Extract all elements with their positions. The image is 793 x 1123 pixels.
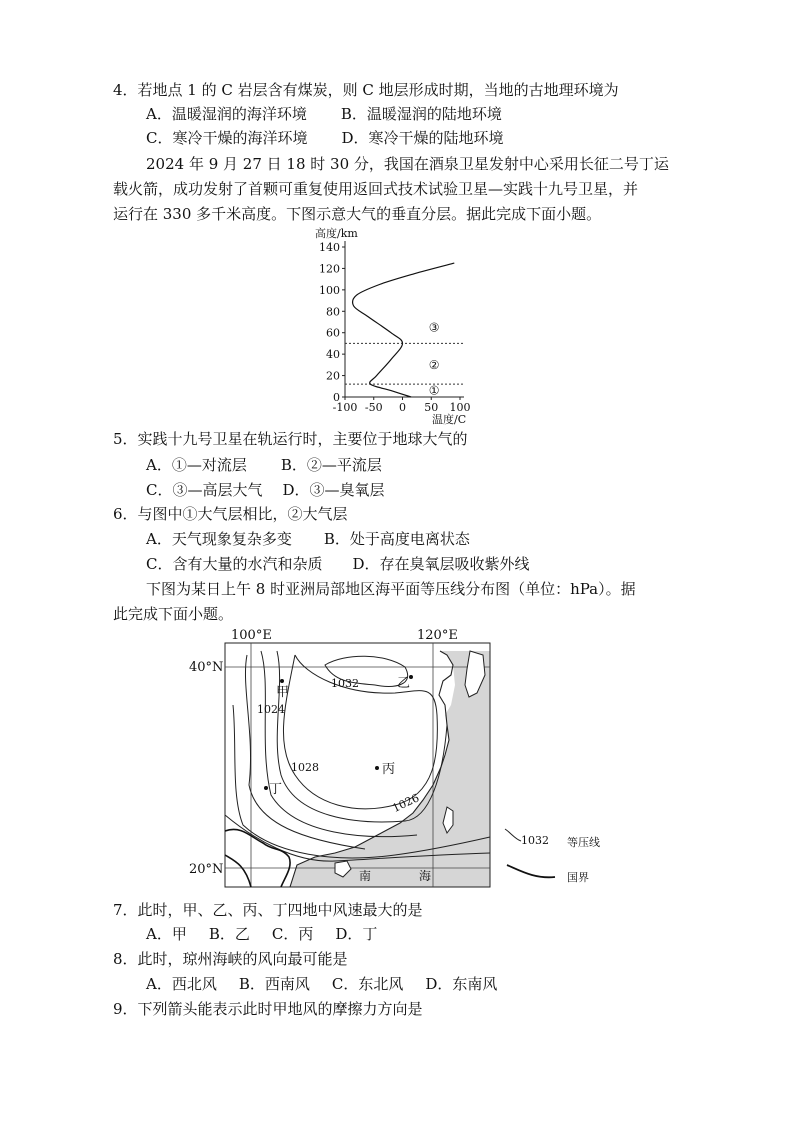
intro2-line2: 此完成下面小题。 [113,605,234,623]
q6-options-row2 [146,554,530,574]
intro1-line3: 运行在 330 多千米高度。下图示意大气的垂直分层。据此完成下面小题。 [113,205,602,223]
sea-label-hai: 海 [419,869,432,883]
point-jia-label: 甲 [276,685,290,700]
isobar-outer-1 [283,655,437,809]
lat-40n: 40°N [189,660,224,675]
intro2-line1: 下图为某日上午 8 时亚洲局部地区海平面等压线分布图（单位：hPa）。据 [146,580,636,598]
x-axis-label: 温度/C [432,413,467,425]
point-ding-marker [264,786,268,790]
y-tick-label: 80 [326,305,340,319]
point-ding-label: 丁 [269,782,283,797]
q7-option-b: B．乙 [208,925,250,943]
isobar-map [185,625,625,893]
point-bing-marker [375,766,379,770]
legend-isobar-text: 等压线 [567,836,600,849]
q7-stem: 7．此时，甲、乙、丙、丁四地中风速最大的是 [113,901,423,919]
layer-label-1: ① [428,383,440,398]
point-bing-label: 丙 [382,762,396,777]
layer-label-3: ③ [428,320,440,335]
legend-border-line [507,865,555,877]
x-tick-label: 50 [424,401,439,414]
q8-option-d: D．东南风 [425,975,498,993]
legend-isobar-value: 1032 [521,834,549,847]
q7-option-d: D．丁 [335,925,378,943]
y-tick-label: 140 [319,241,340,254]
q5-options-row2 [146,480,385,500]
q4-option-c: C．寒冷干燥的海洋环境 [146,129,308,147]
y-tick-label: 100 [319,283,340,297]
q5-stem: 5．实践十九号卫星在轨运行时，主要位于地球大气的 [113,430,468,448]
q7-option-c: C．丙 [271,925,314,943]
q5-option-d: D．③—臭氧层 [282,481,385,499]
isobar-label-1032: 1032 [331,677,359,690]
q4-options-row2 [146,128,504,148]
q5-options-row1 [146,455,382,475]
atmosphere-chart [300,225,500,425]
sea-label-nan: 南 [359,869,372,883]
y-tick-label: 120 [319,262,340,276]
intro1-line2: 载火箭，成功发射了首颗可重复使用返回式技术试验卫星—实践十九号卫星，并 [113,180,639,198]
q6-stem: 6．与图中①大气层相比，②大气层 [113,505,348,523]
q4-option-a: A．温暖湿润的海洋环境 [146,105,307,123]
q9-stem: 9．下列箭头能表示此时甲地风的摩擦力方向是 [113,1000,423,1018]
y-axis-label: 高度/km [315,227,358,240]
q8-options-row [146,974,497,994]
y-tick-label: 60 [326,326,340,340]
layer-label-2: ② [428,357,440,372]
q7-options-row [146,924,377,944]
lat-20n: 20°N [189,862,224,877]
q6-option-c: C．含有大量的水汽和杂质 [146,555,323,573]
point-jia-marker [280,679,284,683]
x-tick-label: 100 [449,401,471,414]
y-tick-label: 40 [326,348,340,362]
q6-option-a: A．天气现象复杂多变 [146,530,292,548]
point-yi-label: 乙 [397,676,411,691]
q6-option-d: D．存在臭氧层吸收紫外线 [352,555,530,573]
x-tick-label: 0 [399,401,406,414]
q5-option-c: C．③—高层大气 [146,481,263,499]
q8-stem: 8．此时，琼州海峡的风向最可能是 [113,950,348,968]
x-tick-label: -100 [332,401,358,414]
q4-stem: 4．若地点 1 的 C 岩层含有煤炭，则 C 地层形成时期，当地的古地理环境为 [113,81,619,99]
q6-options-row1 [146,529,470,549]
intro1-line1: 2024 年 9 月 27 日 18 时 30 分，我国在酒泉卫星发射中心采用长征二号丁运 [146,155,669,173]
q4-option-d: D．寒冷干燥的陆地环境 [341,129,504,147]
q8-option-c: C．东北风 [331,975,404,993]
legend-isobar-line [505,829,521,841]
lon-100e: 100°E [231,628,272,643]
y-tick-label: 0 [333,391,340,404]
y-tick-label: 20 [326,369,340,383]
border-line-2 [225,855,251,887]
q4-options-row1 [146,104,502,124]
isobar-1028 [277,651,447,822]
lon-120e: 120°E [417,628,458,643]
q4-option-b: B．温暖湿润的陆地环境 [340,105,502,123]
q6-option-b: B．处于高度电离状态 [323,530,470,548]
q5-option-a: A．①—对流层 [146,456,247,474]
isobar-label-1024: 1024 [257,703,285,716]
q8-option-a: A．西北风 [146,975,217,993]
q8-option-b: B．西南风 [238,975,310,993]
x-tick-label: -50 [364,401,383,414]
q5-option-b: B．②—平流层 [280,456,382,474]
isobar-label-1026: 1026 [390,791,422,815]
legend-border-text: 国界 [567,871,589,884]
isobar-label-1028: 1028 [291,761,319,774]
q7-option-a: A．甲 [146,925,187,943]
